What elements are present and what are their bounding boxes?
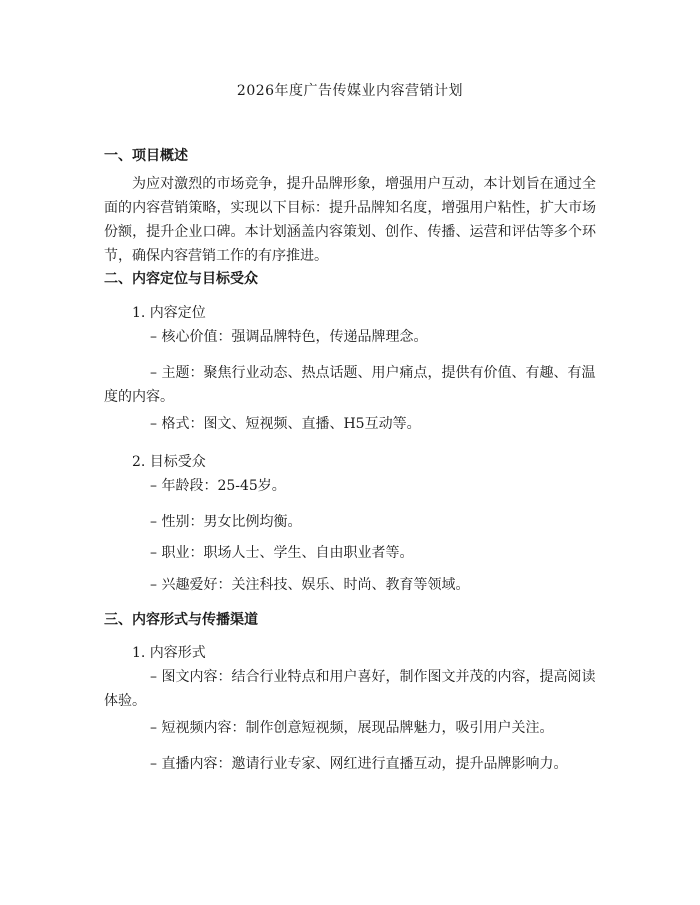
list-item: – 主题：聚焦行业动态、热点话题、用户痛点，提供有价值、有趣、有温度的内容。 — [104, 365, 596, 405]
document-title: 2026年度广告传媒业内容营销计划 — [236, 83, 464, 99]
section-heading-overview: 一、项目概述 — [104, 148, 188, 164]
list-item: – 格式：图文、短视频、直播、H5互动等。 — [150, 416, 421, 432]
list-item-content-positioning: 1. 内容定位 — [132, 305, 206, 321]
list-item: – 核心价值：强调品牌特色，传递品牌理念。 — [150, 329, 428, 345]
list-item: – 直播内容：邀请行业专家、网红进行直播互动，提升品牌影响力。 — [150, 756, 568, 772]
list-item: – 年龄段：25-45岁。 — [150, 478, 286, 494]
list-item: – 图文内容：结合行业特点和用户喜好，制作图文并茂的内容，提高阅读体验。 — [104, 669, 596, 709]
list-item-target-audience: 2. 目标受众 — [132, 454, 206, 470]
overview-paragraph: 为应对激烈的市场竞争，提升品牌形象，增强用户互动，本计划旨在通过全面的内容营销策略，实现以下目标：提升品牌知名度，增强用户粘性，扩大市场份额，提升企业口碑。本计划涵盖内容策划、创作、传播、运营和评估等多个环节，确保内容营销工作的有序推进。 — [104, 176, 596, 264]
section-heading-positioning: 二、内容定位与目标受众 — [104, 271, 258, 287]
list-item-content-forms: 1. 内容形式 — [132, 645, 206, 661]
list-item: – 兴趣爱好：关注科技、娱乐、时尚、教育等领域。 — [150, 577, 470, 593]
list-item: – 性别：男女比例均衡。 — [150, 514, 302, 530]
list-item: – 短视频内容：制作创意短视频，展现品牌魅力，吸引用户关注。 — [150, 720, 554, 736]
section-heading-channels: 三、内容形式与传播渠道 — [104, 612, 258, 628]
list-item: – 职业：职场人士、学生、自由职业者等。 — [150, 545, 414, 561]
